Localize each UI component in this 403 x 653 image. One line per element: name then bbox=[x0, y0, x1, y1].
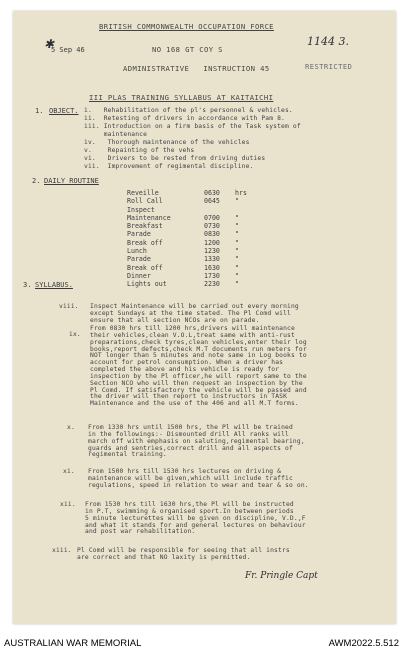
section-1-heading: OBJECT. bbox=[49, 107, 79, 115]
syllabus-paragraph: From 1530 hrs till 1630 hrs,the Pl will be instructed in P.T, swimming & organised sport.In between periods 5 minute lecturettes will be given on discipline, V.D.,F and what it stands for and general lectures on behaviour and post war rehabilitation. bbox=[85, 501, 306, 536]
paragraph-number: ix. bbox=[69, 331, 81, 338]
section-3-number: 3. bbox=[23, 281, 32, 289]
object-item: iv. Thorough maintenance of the vehicles bbox=[84, 139, 250, 146]
handwritten-reference: 1144 3. bbox=[307, 35, 349, 48]
object-item: ii. Retesting of drivers in accordance with Pam 8. bbox=[84, 115, 285, 122]
document-date: 5 Sep 46 bbox=[51, 46, 85, 54]
footer-catalogue-number: AWM2022.5.512 bbox=[328, 638, 399, 649]
classification-label: RESTRICTED bbox=[305, 62, 353, 71]
syllabus-paragraph: From 1500 hrs till 1530 hrs lectures on driving & maintenance will be given,which will include traffic regulations, speed in relation to wear and tear & so on. bbox=[88, 468, 309, 489]
section-2-number: 2. bbox=[32, 177, 41, 185]
hole-punch-mark: ✱ bbox=[44, 37, 55, 51]
syllabus-paragraph: From 0830 hrs till 1200 hrs,drivers will maintenance their vehicles,clean V.O.L,treat same with anti-rust preparations,check tyres,clean vehicles,enter their log books,report defects,check M.T documents run meters for NOT longer than 5 minutes and note same in Log books to account for petrol consumption. When a driver has completed the above and his vehicle is ready for inspection by the Pl officer,he will report same to the Section NCO who will then request an inspection by the Pl Comd. If satisfactory the vehicle will be passed and the driver will then report to instructors in TASK Maintenance and the use of the 406 and all M.T forms. bbox=[90, 325, 307, 408]
paragraph-number: xi. bbox=[63, 468, 75, 475]
paragraph-number: viii. bbox=[59, 303, 79, 310]
paragraph-number: xii. bbox=[60, 501, 76, 508]
section-1-number: 1. bbox=[35, 107, 44, 115]
unit-designation: NO 168 GT COY S bbox=[152, 45, 223, 54]
object-item: maintenance bbox=[84, 131, 148, 138]
syllabus-paragraph: Inspect Maintenance will be carried out every morning except Sundays at the time stated. The Pl Comd will ensure that all section NCOs are on parade. bbox=[90, 303, 299, 324]
section-2-heading: DAILY ROUTINE bbox=[44, 177, 99, 185]
object-item: vi. Drivers to be rested from driving duties bbox=[84, 155, 266, 162]
object-item: v. Repainting of the vehs bbox=[84, 147, 195, 154]
section-3-heading: SYLLABUS. bbox=[35, 281, 73, 289]
document-page: BRITISH COMMONWEALTH OCCUPATION FORCE ✱ 5 Sep 46 NO 168 GT COY S 1144 3. ADMINISTRATIVE INSTRUCTION 45 RESTRICTED III PLAS TRAINING SYLLABUS AT KAITAICHI 1. OBJECT. i. Rehabilitation of the pl's personnel & vehicles. ii. Retesting of drivers in accordance with Pam 8. iii. Introduction on a firm basis of the Task system of maintenance iv. Thorough maintenance of the vehicles v. Repainting of the vehs vi. Drivers to be rested from driving duties vii. Improvement of regimental discipline. 2. DAILY ROUTINE Reveille 0630 hrs Roll Call 0645 " Inspect Maintenance 0700 " Breakfast 0730 " Parade 0830 " Break off 1200 " Lunch 1230 " Parade 1330 " Break off 1630 " Dinner 1730 " Lights out 2230 " 3. SYLLABUS. viii. Inspect Maintenance will be carried out every morning except Sundays at the time stated. The Pl Comd will ensure that all section NCOs are on parade. ix. From 0830 hrs till 1200 hrs,drivers will maintenance their vehicles,clean V.O.L,treat same with anti-rust preparations,check tyres,clean vehicles,enter their log books,report defects,check M.T documents run meters for NOT longer than 5 minutes and note same in Log books to account for petrol consumption. When a driver has completed the above and his vehicle is ready for inspection by the Pl officer,he will report same to the Section NCO who will then request an inspection by the Pl Comd. If satisfactory the vehicle will be passed and the driver will then report to instructors in TASK Maintenance and the use of the 406 and all M.T forms. x. From 1330 hrs until 1500 hrs, the Pl will be trained in the followings:- Dismounted drill All ranks will march off with emphasis on saluting,regimental bearing, guards and sentries,correct drill and all aspects of regimental training. xi. From 1500 hrs till 1530 hrs lectures on driving & maintenance will be given,which will include traffic regulations, speed in relation to wear and tear & so on. xii. From 1530 hrs till 1630 hrs,the Pl will be instructed in P.T, swimming & organised sport.In between periods 5 minute lecturettes will be given on discipline, V.D.,F and what it stands for and general lectures on behaviour and post war rehabilitation. xiii. Pl Comd will be responsible for seeing that all instrs are correct and that NO laxity is permitted. Fr. Pringle Capt bbox=[13, 11, 396, 624]
paragraph-number: xiii. bbox=[52, 547, 72, 554]
object-item: iii. Introduction on a firm basis of the Task system of bbox=[84, 123, 301, 130]
admin-instruction-line: ADMINISTRATIVE INSTRUCTION 45 bbox=[123, 64, 270, 73]
paragraph-number: x. bbox=[67, 424, 75, 431]
section-title: III PLAS TRAINING SYLLABUS AT KAITAICHI bbox=[89, 93, 274, 102]
syllabus-paragraph: Pl Comd will be responsible for seeing that all instrs are correct and that NO laxity is permitted. bbox=[77, 547, 290, 561]
footer-archive-name: AUSTRALIAN WAR MEMORIAL bbox=[4, 638, 142, 649]
document-title: BRITISH COMMONWEALTH OCCUPATION FORCE bbox=[99, 22, 274, 31]
syllabus-paragraph: From 1330 hrs until 1500 hrs, the Pl will be trained in the followings:- Dismounted drill All ranks will march off with emphasis on saluting,regimental bearing, guards and sentries,correct drill and all aspects of regimental training. bbox=[88, 424, 305, 459]
object-item: i. Rehabilitation of the pl's personnel & vehicles. bbox=[84, 107, 293, 114]
object-item: vii. Improvement of regimental discipline. bbox=[84, 163, 254, 170]
signature: Fr. Pringle Capt bbox=[245, 571, 318, 581]
